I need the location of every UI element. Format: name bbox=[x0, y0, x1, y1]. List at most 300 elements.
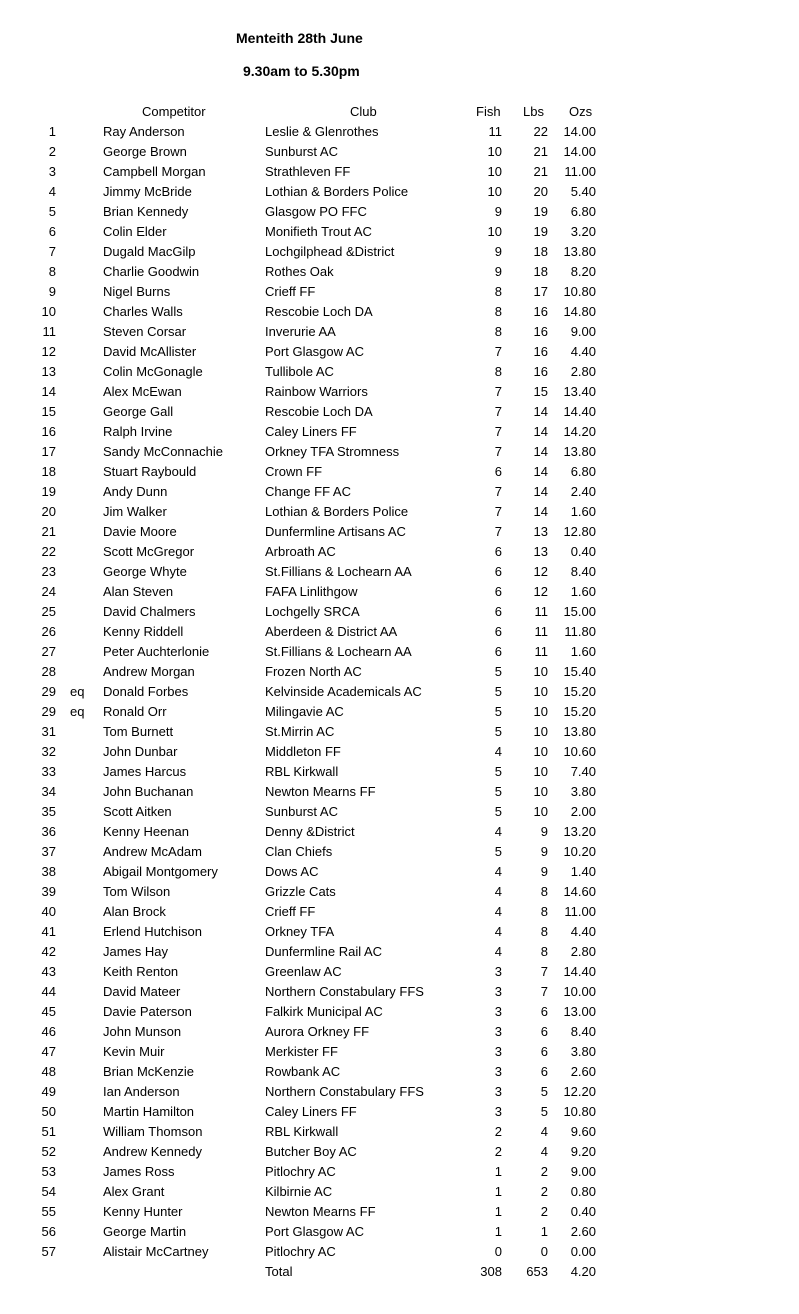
competitor-name: Colin Elder bbox=[103, 224, 167, 239]
table-row bbox=[0, 622, 799, 642]
competitor-name: Tom Burnett bbox=[103, 724, 174, 739]
weight-lbs: 4 bbox=[540, 1124, 548, 1139]
table-row bbox=[0, 1242, 799, 1262]
competitor-name: Martin Hamilton bbox=[103, 1104, 195, 1119]
weight-lbs: 15 bbox=[533, 384, 548, 399]
competitor-name: Alan Steven bbox=[103, 584, 174, 599]
weight-ozs: 11.00 bbox=[564, 164, 596, 179]
competitor-name: Andrew Kennedy bbox=[103, 1144, 203, 1159]
weight-lbs: 4 bbox=[540, 1144, 548, 1159]
weight-ozs: 10.80 bbox=[563, 1104, 596, 1119]
competitor-name: James Harcus bbox=[103, 764, 187, 779]
weight-lbs: 16 bbox=[533, 304, 548, 319]
total-ozs: 4.20 bbox=[570, 1264, 596, 1279]
table-row bbox=[0, 342, 799, 362]
table-row bbox=[0, 1102, 799, 1122]
club-name: Northern Constabulary FFS bbox=[265, 1084, 424, 1099]
competitor-name: Charlie Goodwin bbox=[103, 264, 200, 279]
club-name: Leslie & Glenrothes bbox=[265, 124, 379, 139]
competitor-name: James Ross bbox=[103, 1164, 175, 1179]
competitor-name: Alan Brock bbox=[103, 904, 166, 919]
table-row bbox=[0, 682, 799, 702]
fish-count: 6 bbox=[494, 464, 502, 479]
table-row bbox=[0, 862, 799, 882]
header-ozs: Ozs bbox=[569, 104, 593, 119]
club-name: RBL Kirkwall bbox=[265, 1124, 339, 1139]
position-cell: 21 bbox=[41, 524, 56, 539]
competitor-name: Alex Grant bbox=[103, 1184, 165, 1199]
weight-lbs: 10 bbox=[533, 704, 548, 719]
position-cell: 20 bbox=[41, 504, 56, 519]
fish-count: 1 bbox=[494, 1164, 502, 1179]
weight-ozs: 14.00 bbox=[563, 124, 596, 139]
club-name: St.Fillians & Lochearn AA bbox=[265, 644, 412, 659]
competitor-name: Brian Kennedy bbox=[103, 204, 189, 219]
club-name: Merkister FF bbox=[265, 1044, 338, 1059]
club-name: Lochgelly SRCA bbox=[265, 604, 360, 619]
weight-ozs: 9.60 bbox=[570, 1124, 596, 1139]
weight-ozs: 6.80 bbox=[570, 464, 596, 479]
position-cell: 22 bbox=[41, 544, 56, 559]
position-cell: 8 bbox=[48, 264, 56, 279]
weight-ozs: 10.20 bbox=[563, 844, 596, 859]
competitor-name: Jimmy McBride bbox=[103, 184, 192, 199]
total-label: Total bbox=[265, 1264, 293, 1279]
fish-count: 7 bbox=[494, 504, 502, 519]
table-row bbox=[0, 602, 799, 622]
weight-ozs: 3.80 bbox=[570, 1044, 596, 1059]
weight-lbs: 5 bbox=[540, 1104, 548, 1119]
position-cell: 34 bbox=[41, 784, 56, 799]
table-row bbox=[0, 202, 799, 222]
weight-ozs: 13.40 bbox=[563, 384, 596, 399]
weight-lbs: 8 bbox=[540, 904, 548, 919]
page-title: Menteith 28th June bbox=[236, 30, 363, 46]
header-fish: Fish bbox=[476, 104, 501, 119]
table-row bbox=[0, 1202, 799, 1222]
weight-lbs: 21 bbox=[533, 144, 548, 159]
table-row bbox=[0, 1122, 799, 1142]
weight-lbs: 11 bbox=[534, 644, 548, 659]
club-name: Port Glasgow AC bbox=[265, 344, 364, 359]
weight-lbs: 9 bbox=[540, 824, 548, 839]
position-cell: 47 bbox=[41, 1044, 56, 1059]
club-name: Dunfermline Rail AC bbox=[265, 944, 383, 959]
fish-count: 7 bbox=[494, 344, 502, 359]
position-cell: 42 bbox=[41, 944, 56, 959]
position-cell: 18 bbox=[41, 464, 56, 479]
fish-count: 5 bbox=[494, 764, 502, 779]
total-fish: 308 bbox=[480, 1264, 502, 1279]
tie-marker: eq bbox=[70, 684, 85, 699]
position-cell: 23 bbox=[41, 564, 56, 579]
weight-lbs: 14 bbox=[533, 404, 548, 419]
weight-ozs: 10.00 bbox=[563, 984, 596, 999]
position-cell: 12 bbox=[41, 344, 56, 359]
position-cell: 50 bbox=[41, 1104, 56, 1119]
weight-ozs: 0.40 bbox=[570, 1204, 596, 1219]
competitor-name: William Thomson bbox=[103, 1124, 203, 1139]
competitor-name: Andrew McAdam bbox=[103, 844, 202, 859]
weight-lbs: 6 bbox=[540, 1064, 548, 1079]
weight-lbs: 10 bbox=[533, 744, 548, 759]
club-name: Lothian & Borders Police bbox=[265, 184, 409, 199]
competitor-name: David Chalmers bbox=[103, 604, 196, 619]
table-row bbox=[0, 322, 799, 342]
club-name: Newton Mearns FF bbox=[265, 1204, 376, 1219]
position-cell: 2 bbox=[48, 144, 56, 159]
club-name: Rothes Oak bbox=[265, 264, 334, 279]
position-cell: 49 bbox=[41, 1084, 56, 1099]
weight-lbs: 10 bbox=[533, 684, 548, 699]
weight-lbs: 9 bbox=[540, 864, 548, 879]
competitor-name: Davie Moore bbox=[103, 524, 177, 539]
competitor-name: John Munson bbox=[103, 1024, 182, 1039]
fish-count: 0 bbox=[494, 1244, 502, 1259]
fish-count: 10 bbox=[487, 144, 502, 159]
weight-lbs: 13 bbox=[533, 524, 548, 539]
session-times: 9.30am to 5.30pm bbox=[243, 63, 360, 79]
fish-count: 4 bbox=[494, 904, 502, 919]
club-name: Kilbirnie AC bbox=[265, 1184, 333, 1199]
table-row bbox=[0, 402, 799, 422]
fish-count: 8 bbox=[494, 284, 502, 299]
weight-ozs: 9.00 bbox=[570, 324, 596, 339]
table-row bbox=[0, 382, 799, 402]
weight-lbs: 14 bbox=[533, 464, 548, 479]
club-name: Strathleven FF bbox=[265, 164, 351, 179]
weight-ozs: 13.80 bbox=[563, 244, 596, 259]
weight-ozs: 13.80 bbox=[563, 724, 596, 739]
table-row bbox=[0, 742, 799, 762]
weight-ozs: 5.40 bbox=[570, 184, 596, 199]
weight-ozs: 7.40 bbox=[570, 764, 596, 779]
competitor-name: Brian McKenzie bbox=[103, 1064, 195, 1079]
table-row bbox=[0, 882, 799, 902]
competitor-name: George Gall bbox=[103, 404, 174, 419]
table-row bbox=[0, 842, 799, 862]
club-name: St.Mirrin AC bbox=[265, 724, 335, 739]
weight-lbs: 8 bbox=[540, 924, 548, 939]
table-row bbox=[0, 462, 799, 482]
position-cell: 44 bbox=[41, 984, 56, 999]
club-name: Middleton FF bbox=[265, 744, 341, 759]
club-name: Sunburst AC bbox=[265, 804, 338, 819]
fish-count: 6 bbox=[494, 604, 502, 619]
competitor-name: Davie Paterson bbox=[103, 1004, 192, 1019]
fish-count: 10 bbox=[487, 164, 502, 179]
club-name: Crown FF bbox=[265, 464, 323, 479]
weight-ozs: 14.40 bbox=[563, 964, 596, 979]
competitor-name: George Martin bbox=[103, 1224, 187, 1239]
fish-count: 3 bbox=[494, 1044, 502, 1059]
position-cell: 28 bbox=[41, 664, 56, 679]
weight-lbs: 19 bbox=[533, 204, 548, 219]
club-name: Crieff FF bbox=[265, 904, 316, 919]
fish-count: 5 bbox=[494, 724, 502, 739]
weight-ozs: 14.00 bbox=[563, 144, 596, 159]
weight-ozs: 2.00 bbox=[570, 804, 596, 819]
fish-count: 7 bbox=[494, 384, 502, 399]
position-cell: 27 bbox=[41, 644, 56, 659]
weight-lbs: 10 bbox=[533, 664, 548, 679]
competitor-name: Ralph Irvine bbox=[103, 424, 173, 439]
club-name: Orkney TFA Stromness bbox=[265, 444, 400, 459]
weight-ozs: 2.60 bbox=[570, 1224, 596, 1239]
fish-count: 4 bbox=[494, 824, 502, 839]
club-name: Falkirk Municipal AC bbox=[265, 1004, 383, 1019]
club-name: Aurora Orkney FF bbox=[265, 1024, 370, 1039]
club-name: Pitlochry AC bbox=[265, 1244, 336, 1259]
fish-count: 1 bbox=[494, 1184, 502, 1199]
weight-ozs: 10.60 bbox=[563, 744, 596, 759]
weight-lbs: 14 bbox=[533, 504, 548, 519]
competitor-name: Sandy McConnachie bbox=[103, 444, 223, 459]
fish-count: 3 bbox=[494, 1064, 502, 1079]
table-row bbox=[0, 1022, 799, 1042]
weight-lbs: 6 bbox=[540, 1044, 548, 1059]
position-cell: 5 bbox=[48, 204, 56, 219]
fish-count: 5 bbox=[494, 784, 502, 799]
table-row bbox=[0, 522, 799, 542]
club-name: Lothian & Borders Police bbox=[265, 504, 409, 519]
competitor-name: Alistair McCartney bbox=[103, 1244, 209, 1259]
weight-ozs: 0.00 bbox=[570, 1244, 596, 1259]
header-lbs: Lbs bbox=[523, 104, 544, 119]
fish-count: 9 bbox=[494, 204, 502, 219]
table-row bbox=[0, 162, 799, 182]
club-name: Pitlochry AC bbox=[265, 1164, 336, 1179]
table-row bbox=[0, 942, 799, 962]
club-name: Glasgow PO FFC bbox=[265, 204, 367, 219]
position-cell: 35 bbox=[41, 804, 56, 819]
fish-count: 6 bbox=[494, 544, 502, 559]
competitor-name: John Dunbar bbox=[103, 744, 178, 759]
fish-count: 6 bbox=[494, 564, 502, 579]
table-row bbox=[0, 1042, 799, 1062]
table-row bbox=[0, 1062, 799, 1082]
weight-lbs: 10 bbox=[533, 784, 548, 799]
fish-count: 3 bbox=[494, 1104, 502, 1119]
table-row bbox=[0, 282, 799, 302]
table-row bbox=[0, 242, 799, 262]
weight-lbs: 14 bbox=[533, 444, 548, 459]
header-competitor: Competitor bbox=[142, 104, 206, 119]
weight-ozs: 14.40 bbox=[563, 404, 596, 419]
club-name: Greenlaw AC bbox=[265, 964, 342, 979]
weight-ozs: 13.80 bbox=[563, 444, 596, 459]
weight-lbs: 10 bbox=[533, 764, 548, 779]
tie-marker: eq bbox=[70, 704, 85, 719]
club-name: FAFA Linlithgow bbox=[265, 584, 358, 599]
club-name: Caley Liners FF bbox=[265, 1104, 357, 1119]
table-row bbox=[0, 562, 799, 582]
club-name: Aberdeen & District AA bbox=[265, 624, 398, 639]
table-row bbox=[0, 262, 799, 282]
club-name: Port Glasgow AC bbox=[265, 1224, 364, 1239]
competitor-name: Keith Renton bbox=[103, 964, 179, 979]
position-cell: 26 bbox=[41, 624, 56, 639]
club-name: Monifieth Trout AC bbox=[265, 224, 372, 239]
position-cell: 56 bbox=[41, 1224, 56, 1239]
competitor-name: Abigail Montgomery bbox=[103, 864, 218, 879]
fish-count: 3 bbox=[494, 1084, 502, 1099]
position-cell: 13 bbox=[41, 364, 56, 379]
weight-ozs: 2.60 bbox=[570, 1064, 596, 1079]
weight-ozs: 15.00 bbox=[563, 604, 596, 619]
results-table bbox=[0, 122, 799, 1262]
weight-lbs: 7 bbox=[540, 984, 548, 999]
table-row bbox=[0, 142, 799, 162]
table-row bbox=[0, 802, 799, 822]
competitor-name: Kenny Hunter bbox=[103, 1204, 183, 1219]
position-cell: 19 bbox=[41, 484, 56, 499]
fish-count: 9 bbox=[494, 264, 502, 279]
weight-ozs: 3.20 bbox=[570, 224, 596, 239]
table-row bbox=[0, 642, 799, 662]
club-name: St.Fillians & Lochearn AA bbox=[265, 564, 412, 579]
table-row bbox=[0, 922, 799, 942]
fish-count: 8 bbox=[494, 304, 502, 319]
weight-ozs: 15.40 bbox=[563, 664, 596, 679]
header-club: Club bbox=[350, 104, 377, 119]
weight-lbs: 12 bbox=[533, 564, 548, 579]
weight-ozs: 1.60 bbox=[570, 584, 596, 599]
position-cell: 52 bbox=[41, 1144, 56, 1159]
table-row bbox=[0, 782, 799, 802]
table-row bbox=[0, 962, 799, 982]
weight-ozs: 2.40 bbox=[570, 484, 596, 499]
table-row bbox=[0, 822, 799, 842]
club-name: Butcher Boy AC bbox=[265, 1144, 357, 1159]
competitor-name: Jim Walker bbox=[103, 504, 167, 519]
position-cell: 33 bbox=[41, 764, 56, 779]
club-name: Crieff FF bbox=[265, 284, 316, 299]
position-cell: 25 bbox=[41, 604, 56, 619]
weight-lbs: 16 bbox=[533, 364, 548, 379]
weight-ozs: 13.20 bbox=[563, 824, 596, 839]
competitor-name: George Brown bbox=[103, 144, 187, 159]
position-cell: 14 bbox=[41, 384, 56, 399]
position-cell: 32 bbox=[41, 744, 56, 759]
position-cell: 41 bbox=[41, 924, 56, 939]
table-row bbox=[0, 1222, 799, 1242]
club-name: Rescobie Loch DA bbox=[265, 404, 373, 419]
position-cell: 51 bbox=[41, 1124, 56, 1139]
competitor-name: Kevin Muir bbox=[103, 1044, 165, 1059]
table-row bbox=[0, 482, 799, 502]
table-row bbox=[0, 1162, 799, 1182]
club-name: Sunburst AC bbox=[265, 144, 338, 159]
fish-count: 7 bbox=[494, 524, 502, 539]
weight-ozs: 12.20 bbox=[563, 1084, 596, 1099]
competitor-name: Andy Dunn bbox=[103, 484, 168, 499]
weight-lbs: 0 bbox=[540, 1244, 548, 1259]
club-name: Kelvinside Academicals AC bbox=[265, 684, 422, 699]
position-cell: 6 bbox=[48, 224, 56, 239]
competitor-name: James Hay bbox=[103, 944, 169, 959]
competitor-name: Ronald Orr bbox=[103, 704, 167, 719]
fish-count: 10 bbox=[487, 184, 502, 199]
weight-lbs: 18 bbox=[533, 264, 548, 279]
weight-ozs: 8.40 bbox=[570, 564, 596, 579]
table-row bbox=[0, 442, 799, 462]
competitor-name: Ian Anderson bbox=[103, 1084, 180, 1099]
weight-lbs: 6 bbox=[540, 1004, 548, 1019]
competitor-name: Scott Aitken bbox=[103, 804, 172, 819]
club-name: Clan Chiefs bbox=[265, 844, 333, 859]
weight-ozs: 15.20 bbox=[563, 684, 596, 699]
competitor-name: Charles Walls bbox=[103, 304, 183, 319]
weight-lbs: 12 bbox=[533, 584, 548, 599]
table-row bbox=[0, 1182, 799, 1202]
weight-ozs: 15.20 bbox=[563, 704, 596, 719]
weight-ozs: 11.00 bbox=[564, 904, 596, 919]
club-name: Rainbow Warriors bbox=[265, 384, 368, 399]
position-cell: 54 bbox=[41, 1184, 56, 1199]
weight-ozs: 2.80 bbox=[570, 944, 596, 959]
position-cell: 43 bbox=[41, 964, 56, 979]
position-cell: 4 bbox=[48, 184, 56, 199]
table-row bbox=[0, 662, 799, 682]
weight-ozs: 2.80 bbox=[570, 364, 596, 379]
position-cell: 24 bbox=[41, 584, 56, 599]
table-row bbox=[0, 1002, 799, 1022]
fish-count: 2 bbox=[494, 1144, 502, 1159]
weight-ozs: 8.20 bbox=[570, 264, 596, 279]
total-lbs: 653 bbox=[526, 1264, 548, 1279]
competitor-name: Scott McGregor bbox=[103, 544, 195, 559]
fish-count: 5 bbox=[494, 664, 502, 679]
fish-count: 3 bbox=[494, 1024, 502, 1039]
competitor-name: Kenny Heenan bbox=[103, 824, 190, 839]
club-name: Tullibole AC bbox=[265, 364, 334, 379]
table-row bbox=[0, 122, 799, 142]
weight-lbs: 16 bbox=[533, 344, 548, 359]
competitor-name: Ray Anderson bbox=[103, 124, 185, 139]
position-cell: 7 bbox=[48, 244, 56, 259]
weight-ozs: 9.00 bbox=[570, 1164, 596, 1179]
fish-count: 6 bbox=[494, 624, 502, 639]
table-row bbox=[0, 702, 799, 722]
competitor-name: Steven Corsar bbox=[103, 324, 187, 339]
position-cell: 15 bbox=[41, 404, 56, 419]
club-name: Frozen North AC bbox=[265, 664, 362, 679]
weight-lbs: 10 bbox=[533, 804, 548, 819]
club-name: Rowbank AC bbox=[265, 1064, 341, 1079]
weight-lbs: 13 bbox=[533, 544, 548, 559]
competitor-name: Nigel Burns bbox=[103, 284, 171, 299]
club-name: Arbroath AC bbox=[265, 544, 336, 559]
weight-ozs: 4.40 bbox=[570, 344, 596, 359]
position-cell: 17 bbox=[41, 444, 56, 459]
table-row bbox=[0, 182, 799, 202]
table-row bbox=[0, 582, 799, 602]
weight-ozs: 1.60 bbox=[570, 644, 596, 659]
competitor-name: Andrew Morgan bbox=[103, 664, 195, 679]
competitor-name: Stuart Raybould bbox=[103, 464, 197, 479]
position-cell: 39 bbox=[41, 884, 56, 899]
fish-count: 7 bbox=[494, 444, 502, 459]
table-row bbox=[0, 762, 799, 782]
club-name: Dunfermline Artisans AC bbox=[265, 524, 406, 539]
weight-ozs: 4.40 bbox=[570, 924, 596, 939]
table-row bbox=[0, 982, 799, 1002]
position-cell: 9 bbox=[48, 284, 56, 299]
fish-count: 11 bbox=[488, 124, 502, 139]
competitor-name: Colin McGonagle bbox=[103, 364, 203, 379]
club-name: Inverurie AA bbox=[265, 324, 336, 339]
